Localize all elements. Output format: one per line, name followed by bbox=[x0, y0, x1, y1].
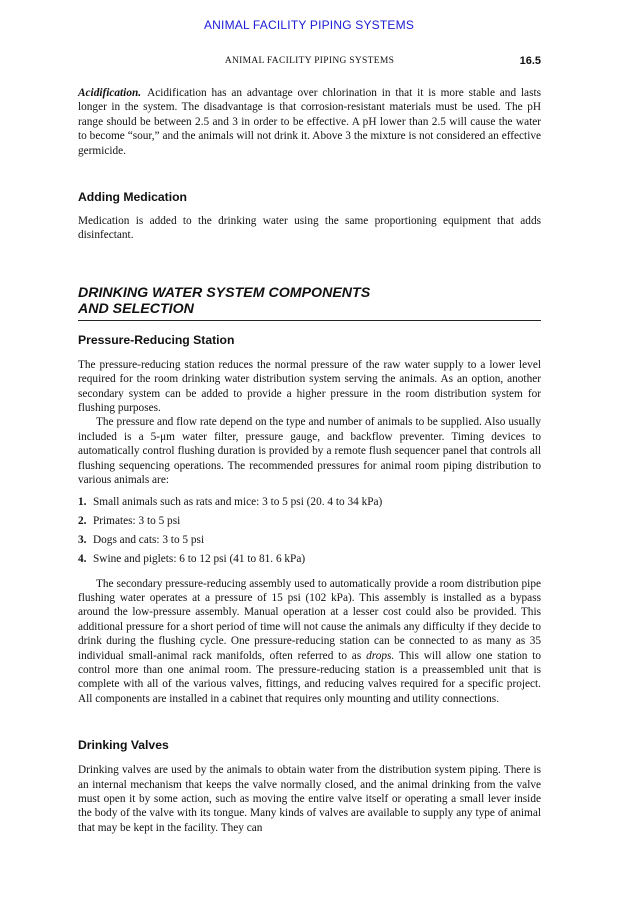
adding-medication-paragraph: Medication is added to the drinking water using the same proportioning equipment that adds disinfectant. bbox=[78, 215, 541, 242]
acidification-paragraph bbox=[78, 86, 541, 158]
list-item-number: 4. bbox=[78, 552, 87, 565]
list-item-text: Swine and piglets: 6 to 12 psi (41 to 81. 6 kPa) bbox=[93, 552, 306, 565]
pressure-list bbox=[78, 495, 541, 566]
paragraph-3-text-before: The secondary pressure-reducing assembly used to automatically provide a room distribution pipe flushing water operates at a pressure of 15 psi (102 kPa). This assembly is installed as a bypass around the low-pressure assembly. Manual operation at a lesser cost could also be provided. This additional pressure for a short period of time will not cause the animals any difficulty if they decide to drink during the flushing cycle. One pressure-reducing station can be connected to as many as 35 individual small-animal rack manifolds, often referred to as bbox=[78, 577, 541, 662]
section-heading-line1: DRINKING WATER SYSTEM COMPONENTS bbox=[78, 284, 371, 301]
section-heading-line2: AND SELECTION bbox=[78, 301, 194, 318]
running-head-title: ANIMAL FACILITY PIPING SYSTEMS bbox=[224, 56, 395, 66]
list-item bbox=[78, 514, 541, 528]
drinking-valves-heading: Drinking Valves bbox=[78, 738, 169, 753]
list-item bbox=[78, 552, 541, 566]
list-item-number: 1. bbox=[78, 495, 87, 508]
paragraph-3-text-after: This will allow one station to control more than one animal room. The pressure-reducing station is a preassembled unit that is complete with all of the various valves, fittings, and reducing valves required for a specific project. All components are installed in a cabinet that requires only mounting and utility connections. bbox=[78, 649, 542, 705]
section-heading bbox=[78, 285, 541, 321]
list-item bbox=[78, 495, 541, 509]
running-head bbox=[78, 55, 541, 69]
list-item-number: 3. bbox=[78, 533, 87, 546]
acidification-runin-heading: Acidification. bbox=[78, 87, 142, 99]
drinking-valves-paragraph: Drinking valves are used by the animals to obtain water from the distribution system piping. There is an internal mechanism that keeps the valve normally closed, and the animal drinking from the valve must open it by some action, such as moving the entire valve itself or operating a small lever inside the body of the valve with its tongue. Many kinds of valves are available to supply any type of animal that may be kept in the facility. They can bbox=[78, 764, 541, 834]
page-content bbox=[78, 86, 541, 835]
list-item bbox=[78, 533, 541, 547]
list-item-text: Dogs and cats: 3 to 5 psi bbox=[93, 533, 205, 546]
list-item-text: Primates: 3 to 5 psi bbox=[93, 514, 181, 527]
list-item-number: 2. bbox=[78, 514, 87, 527]
page-number: 16.5 bbox=[519, 55, 541, 67]
list-item-text: Small animals such as rats and mice: 3 to 5 psi (20. 4 to 34 kPa) bbox=[93, 495, 383, 508]
pressure-reducing-heading: Pressure-Reducing Station bbox=[78, 332, 235, 347]
page-banner: ANIMAL FACILITY PIPING SYSTEMS bbox=[203, 18, 415, 32]
drops-term: drops. bbox=[366, 649, 395, 662]
pressure-reducing-paragraph-3 bbox=[78, 577, 541, 707]
pressure-reducing-paragraph-2: The pressure and flow rate depend on the type and number of animals to be supplied. Also usually included is a 5-μm water filter, pressure gauge, and backflow preventer. Timing devices to automatically control flushing duration is provided by a remote flush sequencer panel that controls all flushing sequencing operations. The recommended pressures for animal room piping distribution to various animals are: bbox=[78, 416, 541, 487]
acidification-text: Acidification has an advantage over chlorination in that it is more stable and lasts longer in the system. The disadvantage is that corrosion-resistant materials must be used. The pH range should be between 2.5 and 3 in order to be effective. A pH lower than 2.5 will cause the water to become “sour,” and the animals will not drink it. Above 3 the mixture is not considered an effective germicide. bbox=[78, 87, 541, 157]
pressure-reducing-paragraph-1: The pressure-reducing station reduces the normal pressure of the raw water supply to a lower level required for the room drinking water distribution system serving the animals. As an option, another secondary system can be added to provide a higher pressure in the room distribution system for flushing purposes. bbox=[78, 358, 541, 415]
adding-medication-heading: Adding Medication bbox=[78, 190, 188, 205]
